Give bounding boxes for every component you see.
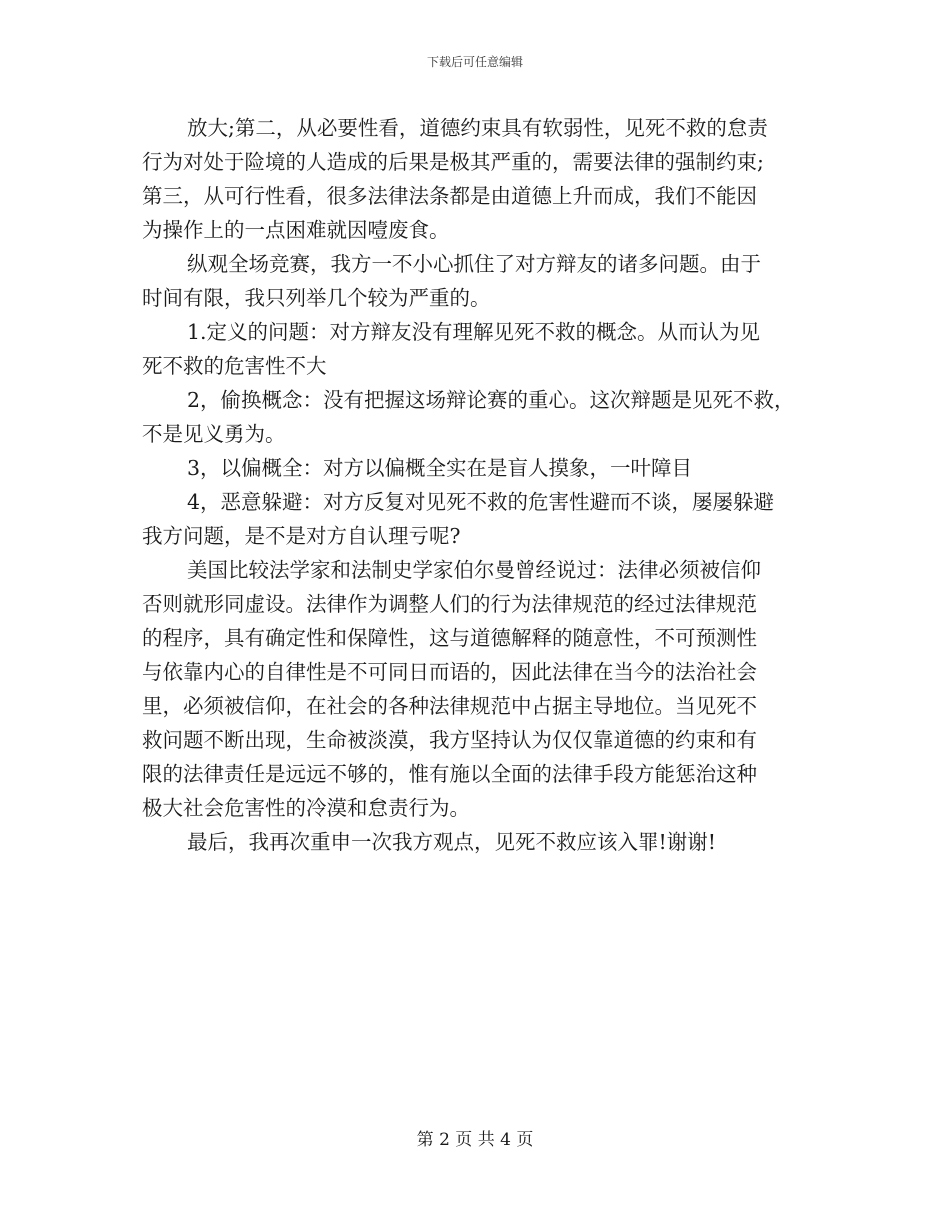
text-line: 2，偷换概念：没有把握这场辩论赛的重心。这次辩题是见死不救， [187,388,795,412]
text-line: 最后，我再次重申一次我方观点，见死不救应该入罪!谢谢! [187,830,716,854]
text-line: 限的法律责任是远远不够的，惟有施以全面的法律手段方能惩治这种 [142,762,757,786]
text-line: 否则就形同虚设。法律作为调整人们的行为法律规范的经过法律规范 [142,592,757,616]
text-line: 4，恶意躲避：对方反复对见死不救的危害性避而不谈，屡屡躲避 [187,490,775,514]
text-line: 救问题不断出现，生命被淡漠，我方坚持认为仅仅靠道德的约束和有 [142,728,757,752]
text-line: 行为对处于险境的人造成的后果是极其严重的，需要法律的强制约束; [142,150,764,174]
text-line: 1.定义的问题：对方辩友没有理解见死不救的概念。从而认为见 [187,320,761,344]
text-line: 里，必须被信仰，在社会的各种法律规范中占据主导地位。当见死不 [142,694,757,718]
text-line: 我方问题，是不是对方自认理亏呢? [142,524,461,548]
text-line: 不是见义勇为。 [142,422,286,446]
document-body [142,111,822,859]
text-line: 死不救的危害性不大 [142,354,327,378]
text-line: 第三，从可行性看，很多法律法条都是由道德上升而成，我们不能因 [142,184,757,208]
page-header: 下载后可任意编辑 [426,55,523,69]
text-line: 与依靠内心的自律性是不可同日而语的，因此法律在当今的法治社会 [142,660,757,684]
text-line: 的程序，具有确定性和保障性，这与道德解释的随意性，不可预测性 [142,626,757,650]
text-line: 纵观全场竞赛，我方一不小心抓住了对方辩友的诸多问题。由于 [187,252,761,276]
text-line: 美国比较法学家和法制史学家伯尔曼曾经说过：法律必须被信仰 [187,558,761,582]
text-line: 时间有限，我只列举几个较为严重的。 [142,286,491,310]
text-line: 极大社会危害性的冷漠和怠责行为。 [142,796,470,820]
text-line: 为操作上的一点困难就因噎废食。 [142,218,450,242]
text-line: 放大;第二，从必要性看，道德约束具有软弱性，见死不救的怠责 [187,116,768,140]
text-line: 3，以偏概全：对方以偏概全实在是盲人摸象，一叶障目 [187,456,693,480]
page-number: 第 2 页 共 4 页 [416,1130,534,1150]
